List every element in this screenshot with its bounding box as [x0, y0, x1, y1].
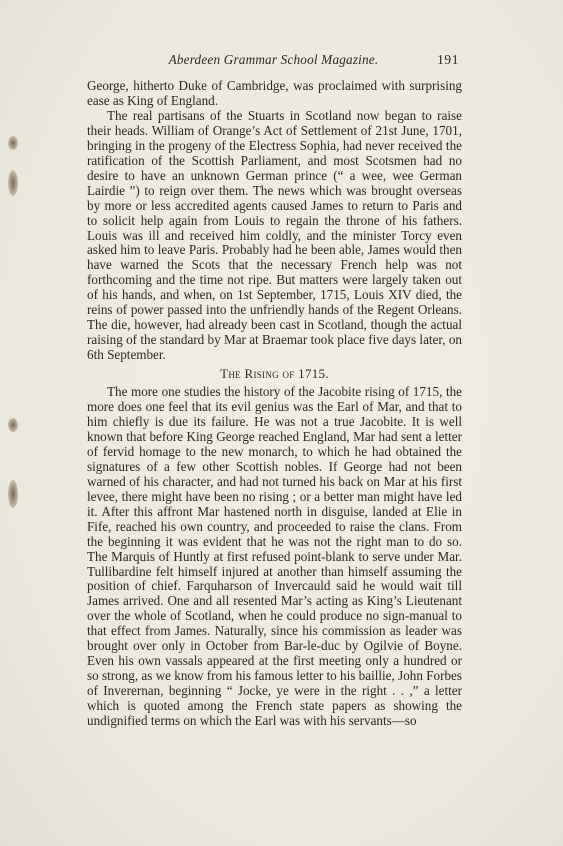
binding-hole-mark: [8, 418, 18, 432]
running-header: [86, 52, 461, 70]
binding-hole-mark: [8, 480, 18, 508]
running-title: Aberdeen Grammar School Magazine.: [168, 52, 379, 67]
binding-hole-mark: [8, 170, 18, 196]
section-heading: The Rising of 1715.: [220, 366, 329, 382]
page-number: 191: [437, 52, 459, 67]
body-text: [87, 79, 462, 729]
paragraph: The real partisans of the Stuarts in Scotland now began to raise their heads. William of Orange’s Act of Settlement of 21st June, 1701, bringing in the progeny of the Electress Sophia, had never received the ratification of the Scottish Parliament, and most Scotsmen had no desire to have an unknown German prince (“ a wee, wee German Lairdie ”) to reign over them. The news which was brought overseas by more or less accredited agents caused James to return to Paris and to solicit help again from Louis to regain the throne of his fathers. Louis was ill and received him coldly, and the minister Torcy even asked him to leave Paris. Probably had he been able, James would then have warned the Scots that the necessary French help was not forthcoming and the time not ripe. But matters were largely taken out of his hands, and when, on 1st September, 1715, Louis XIV died, the reins of power passed into the unfriendly hands of the Regent Orleans. The die, however, had already been cast in Scotland, though the actual raising of the standard by Mar at Braemar took place five days later, on 6th September.: [87, 107, 462, 363]
paragraph: The more one studies the history of the Jacobite rising of 1715, the more does one feel that its evil genius was the Earl of Mar, and that to him chiefly is due its failure. He was not a true Jacobite. It is well known that before King George reached England, Mar had sent a letter of fervid homage to the new monarch, to which he had obtained the signatures of a few other Scottish nobles. If George had not been warned of his character, and had not turned his back on Mar at his first levee, there might have been no rising ; or a better man might have led it. After this affront Mar hastened north in disguise, landed at Elie in Fife, reached his own country, and proceeded to raise the clans. From the beginning it was evident that he was not the right man to do so. The Marquis of Huntly at first refused point-blank to serve under Mar. Tullibardine felt himself injured at another than himself assuming the position of chief. Farquharson of Invercauld said he would wait till James arrived. One and all resented Mar’s acting as King’s Lieutenant over the whole of Scotland, when he could produce no sign-manual to that effect from James. Naturally, since his commission as leader was brought over only in October from Bar-le-duc by Ogilvie of Boyne. Even his own vassals appeared at the first meeting only a hundred or so strong, as we know from his famous letter to his baillie, John Forbes of Inverernan, beginning “ Jocke, ye were in the right . . ,” a letter which is quoted among the French state papers as showing the undignified terms on which the Earl was with his servants—so: [87, 384, 462, 729]
binding-hole-mark: [8, 136, 18, 150]
paragraph: George, hitherto Duke of Cambridge, was proclaimed with surprising ease as King of England.: [87, 78, 462, 108]
